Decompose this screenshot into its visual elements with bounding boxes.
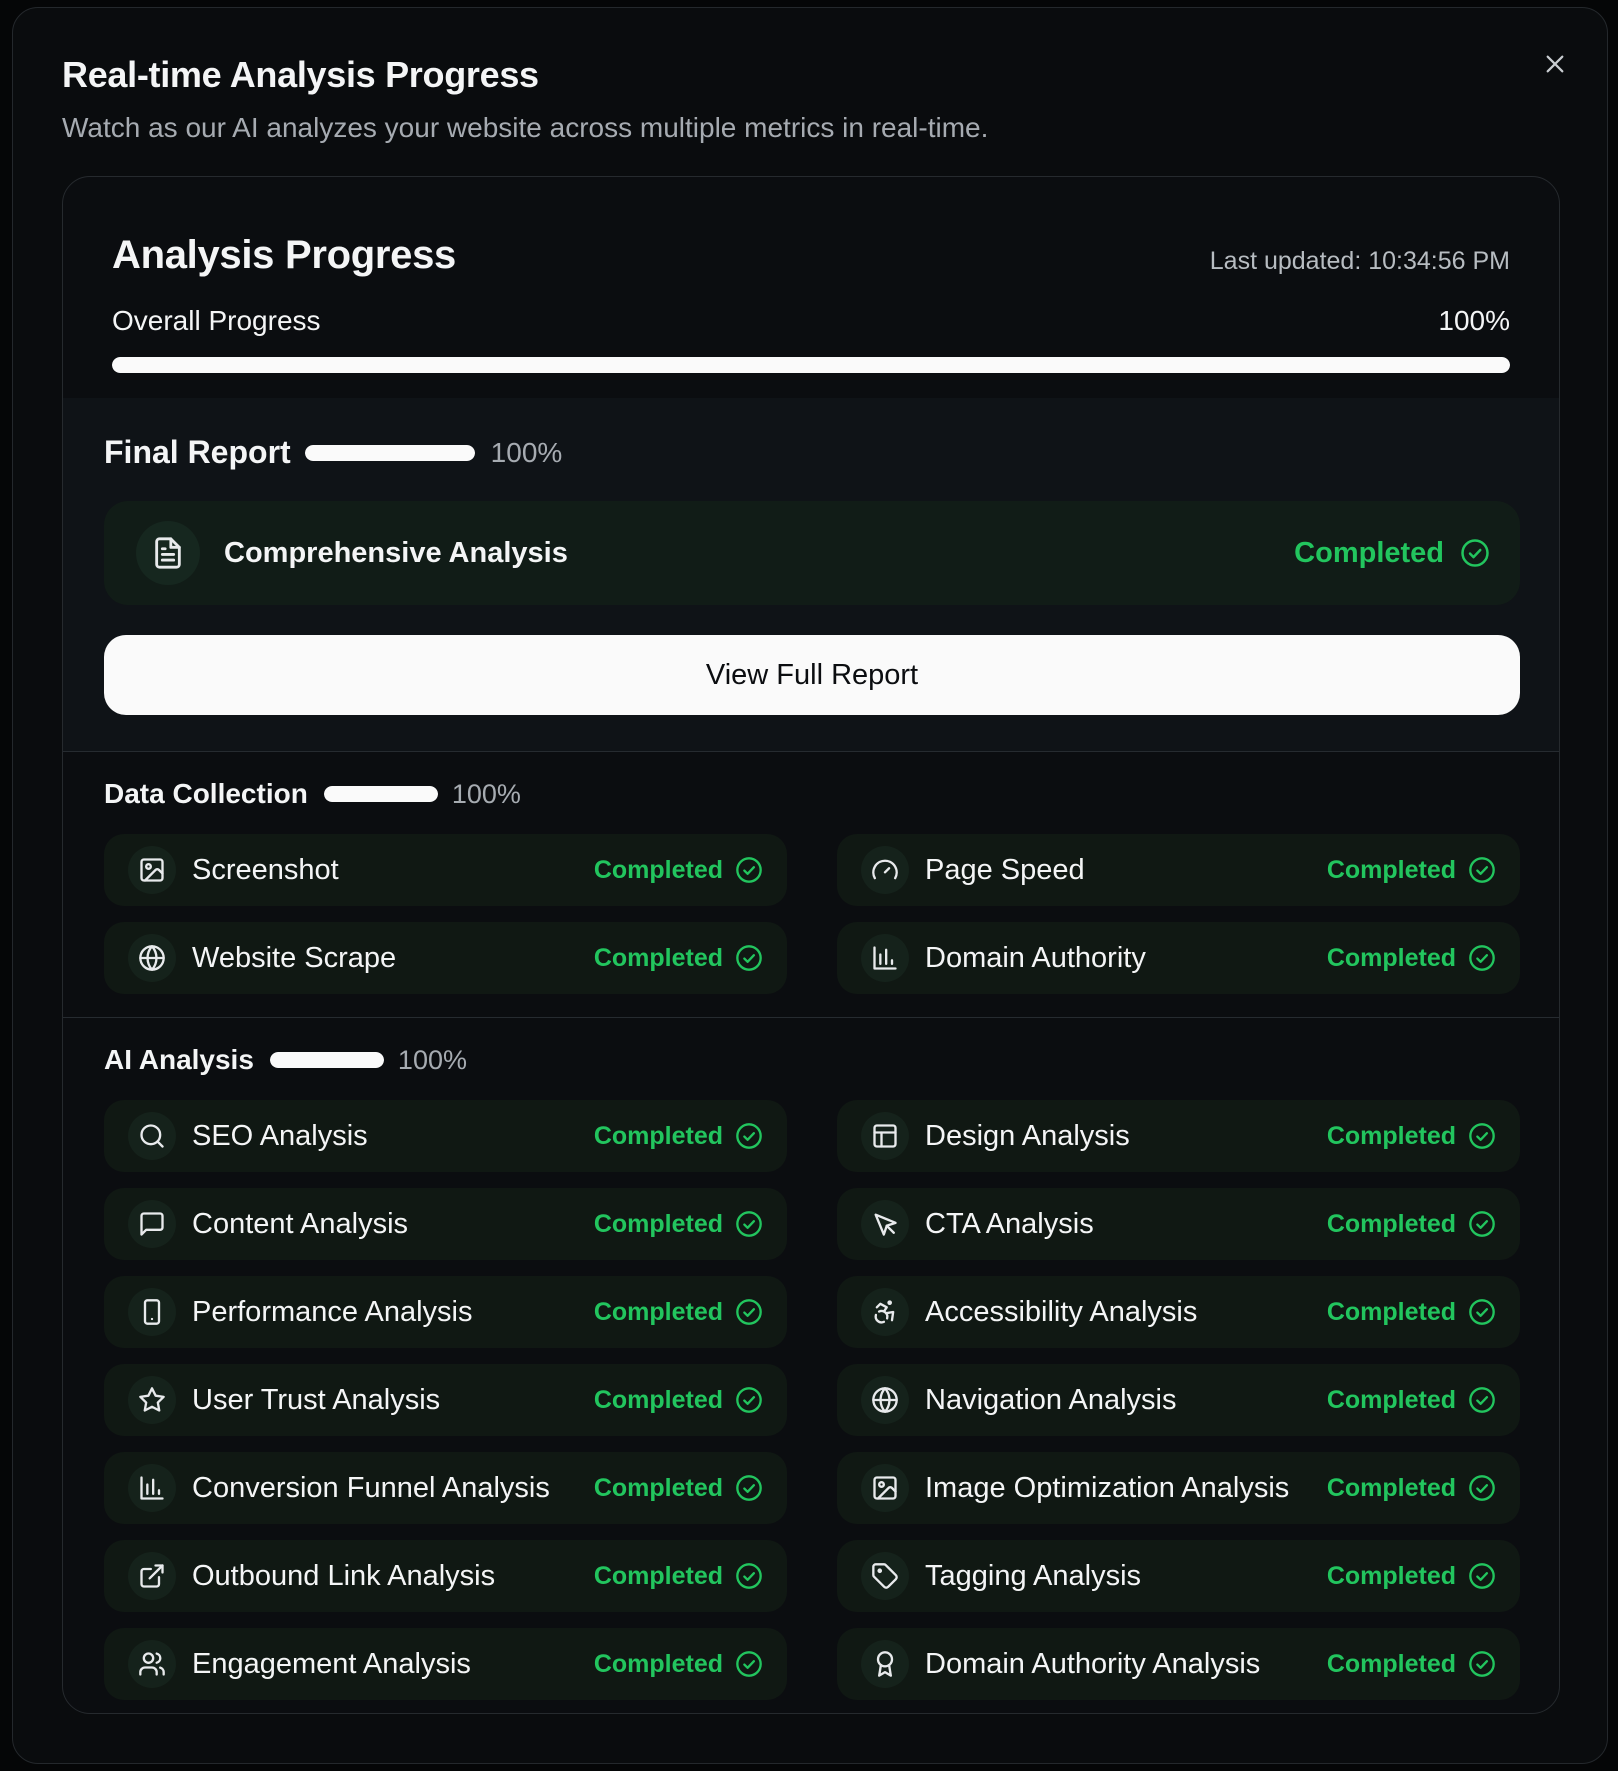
- data-collection-list: [104, 834, 1520, 994]
- comprehensive-analysis-item: [104, 501, 1520, 605]
- accessibility-icon: [861, 1288, 909, 1336]
- analysis-item-image-optimization-analysis: [837, 1452, 1520, 1524]
- final-report-progress-fill: [305, 445, 475, 461]
- image-icon: [128, 846, 176, 894]
- card-title: Analysis Progress: [112, 233, 456, 277]
- search-icon: [128, 1112, 176, 1160]
- analysis-progress-dialog: [12, 7, 1608, 1764]
- data-collection-section: [63, 752, 1559, 1018]
- check-circle-icon: [1468, 1210, 1496, 1238]
- item-label: Domain Authority Analysis: [925, 1647, 1261, 1680]
- status-badge: [1327, 1122, 1496, 1151]
- item-label: SEO Analysis: [192, 1119, 368, 1152]
- image-icon: [861, 1464, 909, 1512]
- analysis-item-cta-analysis: [837, 1188, 1520, 1260]
- analysis-item-design-analysis: [837, 1100, 1520, 1172]
- item-label: Engagement Analysis: [192, 1647, 471, 1680]
- check-circle-icon: [735, 1298, 763, 1326]
- status-badge: [594, 1650, 763, 1679]
- analysis-item-performance-analysis: [104, 1276, 787, 1348]
- close-button[interactable]: [1533, 42, 1577, 86]
- dialog-title: Real-time Analysis Progress: [62, 54, 539, 95]
- layout-icon: [861, 1112, 909, 1160]
- check-circle-icon: [1468, 1122, 1496, 1150]
- check-circle-icon: [735, 1210, 763, 1238]
- analysis-item-page-speed: [837, 834, 1520, 906]
- star-icon: [128, 1376, 176, 1424]
- final-report-progress-bar: [305, 445, 475, 461]
- last-updated-timestamp: Last updated: 10:34:56 PM: [1209, 247, 1510, 275]
- item-label: User Trust Analysis: [192, 1383, 441, 1416]
- item-label: Image Optimization Analysis: [925, 1471, 1290, 1504]
- status-badge: [594, 944, 763, 973]
- check-circle-icon: [735, 1386, 763, 1414]
- status-text: Completed: [593, 1297, 723, 1326]
- item-label: Accessibility Analysis: [925, 1295, 1198, 1328]
- status-text: Completed: [593, 1473, 723, 1502]
- check-circle-icon: [1468, 1474, 1496, 1502]
- gauge-icon: [861, 846, 909, 894]
- status-text: Completed: [1326, 1649, 1456, 1678]
- mouse-pointer-icon: [861, 1200, 909, 1248]
- data-collection-percent: 100%: [451, 778, 521, 809]
- check-circle-icon: [735, 1474, 763, 1502]
- status-badge: [1327, 1562, 1496, 1591]
- file-text-icon: [136, 521, 200, 585]
- final-report-title: Final Report: [104, 434, 291, 470]
- ai-analysis-title: AI Analysis: [104, 1044, 254, 1075]
- check-circle-icon: [1460, 538, 1490, 568]
- overall-progress-label: Overall Progress: [112, 305, 321, 336]
- status-text: Completed: [1326, 1385, 1456, 1414]
- status-badge: [1327, 944, 1496, 973]
- item-label: Conversion Funnel Analysis: [192, 1471, 550, 1504]
- status-badge: [594, 1474, 763, 1503]
- check-circle-icon: [1468, 944, 1496, 972]
- view-full-report-button[interactable]: View Full Report: [104, 635, 1520, 715]
- item-label: Tagging Analysis: [925, 1559, 1142, 1592]
- check-circle-icon: [1468, 856, 1496, 884]
- item-label: Content Analysis: [192, 1207, 409, 1240]
- globe-icon: [861, 1376, 909, 1424]
- overall-progress-value: 100%: [1438, 305, 1510, 336]
- status-badge: [1327, 1298, 1496, 1327]
- status-badge: [594, 1562, 763, 1591]
- analysis-item-accessibility-analysis: [837, 1276, 1520, 1348]
- item-label: Design Analysis: [925, 1119, 1130, 1152]
- status-text: Completed: [593, 1121, 723, 1150]
- comprehensive-analysis-label: Comprehensive Analysis: [224, 536, 568, 569]
- globe-icon: [128, 934, 176, 982]
- ai-analysis-progress-fill: [270, 1052, 384, 1068]
- status-badge: [1327, 1210, 1496, 1239]
- status-text: Completed: [1326, 1473, 1456, 1502]
- overall-progress-fill: [112, 357, 1510, 373]
- item-label: Domain Authority: [925, 941, 1146, 974]
- status-badge: [1327, 1650, 1496, 1679]
- status-text: Completed: [1294, 536, 1444, 569]
- analysis-item-conversion-funnel-analysis: [104, 1452, 787, 1524]
- analysis-item-content-analysis: [104, 1188, 787, 1260]
- final-report-header: [104, 434, 562, 471]
- item-label: CTA Analysis: [925, 1207, 1094, 1240]
- status-text: Completed: [1326, 943, 1456, 972]
- status-badge: [1294, 537, 1490, 570]
- status-text: Completed: [593, 943, 723, 972]
- card-header: [63, 177, 1559, 398]
- check-circle-icon: [735, 1122, 763, 1150]
- status-text: Completed: [1326, 1121, 1456, 1150]
- status-text: Completed: [593, 855, 723, 884]
- check-circle-icon: [1468, 1298, 1496, 1326]
- final-report-section: [63, 398, 1559, 752]
- overall-progress-bar: [112, 357, 1510, 373]
- analysis-item-domain-authority: [837, 922, 1520, 994]
- item-label: Page Speed: [925, 853, 1085, 886]
- check-circle-icon: [735, 1562, 763, 1590]
- data-collection-header: [104, 778, 521, 810]
- check-circle-icon: [735, 856, 763, 884]
- analysis-item-navigation-analysis: [837, 1364, 1520, 1436]
- status-text: Completed: [593, 1561, 723, 1590]
- tag-icon: [861, 1552, 909, 1600]
- item-label: Website Scrape: [192, 941, 397, 974]
- award-icon: [861, 1640, 909, 1688]
- status-badge: [594, 1210, 763, 1239]
- item-label: Performance Analysis: [192, 1295, 473, 1328]
- ai-analysis-percent: 100%: [397, 1044, 467, 1075]
- analysis-item-screenshot: [104, 834, 787, 906]
- status-text: Completed: [593, 1649, 723, 1678]
- close-icon: [1544, 53, 1566, 75]
- analysis-item-domain-authority-analysis: [837, 1628, 1520, 1700]
- analysis-item-website-scrape: [104, 922, 787, 994]
- analysis-item-user-trust-analysis: [104, 1364, 787, 1436]
- bar-chart-icon: [128, 1464, 176, 1512]
- external-link-icon: [128, 1552, 176, 1600]
- smartphone-icon: [128, 1288, 176, 1336]
- ai-analysis-list: [104, 1100, 1520, 1700]
- item-label: Outbound Link Analysis: [192, 1559, 496, 1592]
- analysis-item-tagging-analysis: [837, 1540, 1520, 1612]
- status-text: Completed: [1326, 1297, 1456, 1326]
- status-badge: [594, 1122, 763, 1151]
- status-badge: [1327, 1386, 1496, 1415]
- users-icon: [128, 1640, 176, 1688]
- analysis-item-outbound-link-analysis: [104, 1540, 787, 1612]
- item-label: Navigation Analysis: [925, 1383, 1177, 1416]
- final-report-percent: 100%: [490, 436, 563, 468]
- check-circle-icon: [1468, 1650, 1496, 1678]
- message-square-icon: [128, 1200, 176, 1248]
- check-circle-icon: [1468, 1386, 1496, 1414]
- check-circle-icon: [735, 944, 763, 972]
- status-text: Completed: [1326, 855, 1456, 884]
- ai-analysis-header: [104, 1044, 467, 1076]
- check-circle-icon: [735, 1650, 763, 1678]
- analysis-progress-card: [62, 176, 1560, 1714]
- status-badge: [1327, 856, 1496, 885]
- status-text: Completed: [593, 1385, 723, 1414]
- ai-analysis-progress-bar: [270, 1052, 384, 1068]
- analysis-item-seo-analysis: [104, 1100, 787, 1172]
- check-circle-icon: [1468, 1562, 1496, 1590]
- status-text: Completed: [1326, 1209, 1456, 1238]
- analysis-item-engagement-analysis: [104, 1628, 787, 1700]
- data-collection-title: Data Collection: [104, 778, 308, 809]
- data-collection-progress-bar: [324, 786, 438, 802]
- data-collection-progress-fill: [324, 786, 438, 802]
- status-badge: [594, 856, 763, 885]
- status-badge: [1327, 1474, 1496, 1503]
- status-badge: [594, 1386, 763, 1415]
- item-label: Screenshot: [192, 853, 339, 886]
- ai-analysis-section: [63, 1018, 1559, 1714]
- status-text: Completed: [1326, 1561, 1456, 1590]
- bar-chart-icon: [861, 934, 909, 982]
- status-badge: [594, 1298, 763, 1327]
- dialog-subtitle: Watch as our AI analyzes your website across multiple metrics in real-time.: [62, 112, 989, 143]
- status-text: Completed: [593, 1209, 723, 1238]
